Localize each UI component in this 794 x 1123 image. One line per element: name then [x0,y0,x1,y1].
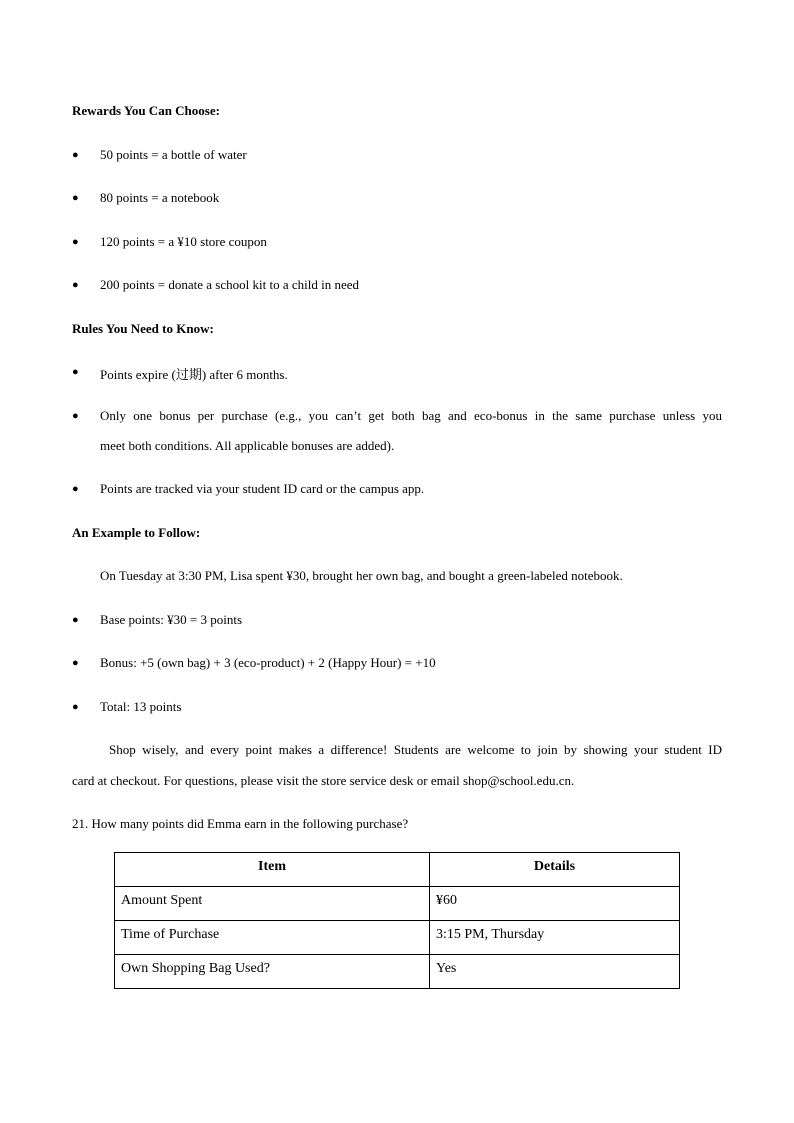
reward-item: 200 points = donate a school kit to a child in need [100,277,359,292]
table-header-row [115,853,680,887]
reward-item: 80 points = a notebook [100,190,220,205]
rule-item: Points expire (过期) after 6 months. [100,367,288,382]
example-item: Bonus: +5 (own bag) + 3 (eco-product) + 2 (Happy Hour) = +10 [100,655,436,670]
reward-item: 50 points = a bottle of water [100,147,247,162]
closing-line-1: Shop wisely, and every point makes a difference! Students are welcome to join by showing your student ID [109,742,722,757]
purchase-table [114,852,680,989]
rule-item: Points are tracked via your student ID card or the campus app. [100,481,425,496]
rules-heading: Rules You Need to Know: [72,321,214,336]
example-item: Total: 13 points [100,699,182,714]
question-text: 21. How many points did Emma earn in the following purchase? [72,816,409,831]
example-intro: On Tuesday at 3:30 PM, Lisa spent ¥30, brought her own bag, and bought a green-labeled notebook. [100,568,623,583]
bullet-icon: ● [72,192,79,204]
bullet-icon: ● [72,410,79,422]
reward-item: 120 points = a ¥10 store coupon [100,234,267,249]
bullet-icon: ● [72,483,79,495]
header-item: Item [115,853,430,887]
table-cell-details: Yes [430,955,680,989]
bullet-icon: ● [72,149,79,161]
example-item: Base points: ¥30 = 3 points [100,612,243,627]
table-cell-details: ¥60 [430,887,680,921]
table-row [115,887,680,921]
rule-item-continued: meet both conditions. All applicable bonuses are added). [100,438,395,453]
table-cell-item: Time of Purchase [115,921,430,955]
bullet-icon: ● [72,279,79,291]
rule-item: Only one bonus per purchase (e.g., you can’t get both bag and eco-bonus in the same purchase unless you [100,408,722,423]
bullet-icon: ● [72,701,79,713]
table-cell-item: Own Shopping Bag Used? [115,955,430,989]
rewards-heading: Rewards You Can Choose: [72,103,220,118]
bullet-icon: ● [72,366,79,378]
table-cell-details: 3:15 PM, Thursday [430,921,680,955]
bullet-icon: ● [72,657,79,669]
bullet-icon: ● [72,236,79,248]
bullet-icon: ● [72,614,79,626]
table-row [115,921,680,955]
table-row [115,955,680,989]
example-heading: An Example to Follow: [72,525,201,540]
closing-line-2: card at checkout. For questions, please visit the store service desk or email shop@school.edu.cn. [72,773,575,788]
table-cell-item: Amount Spent [115,887,430,921]
header-details: Details [430,853,680,887]
